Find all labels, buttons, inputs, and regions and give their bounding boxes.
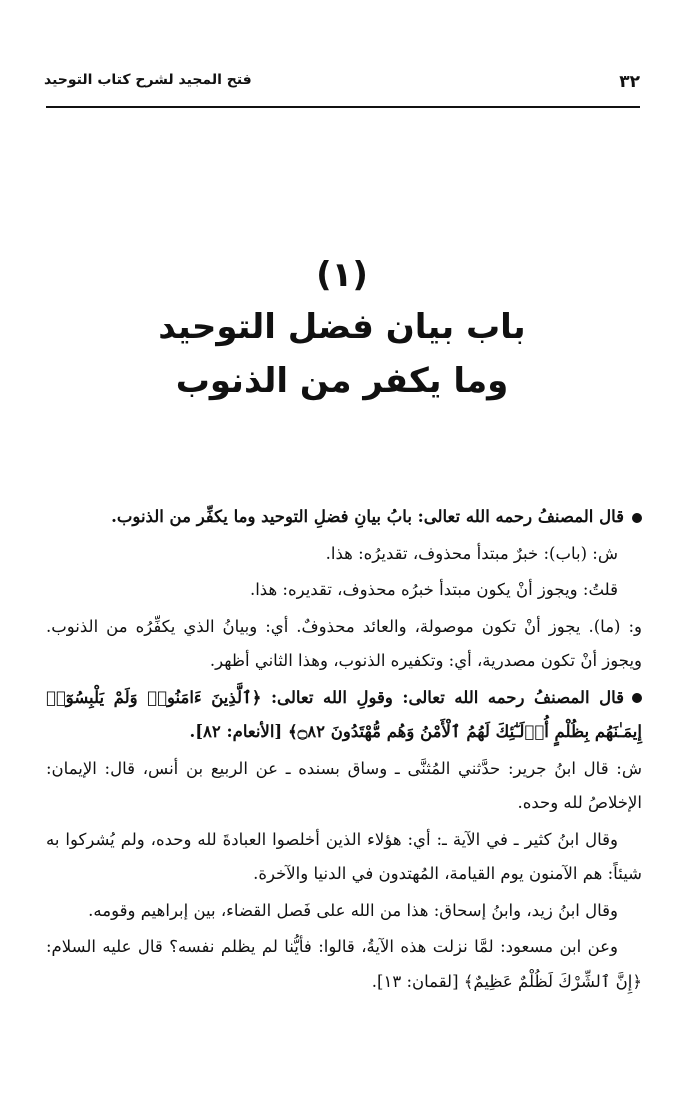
bullet-icon <box>632 693 642 703</box>
chapter-title-line-2: وما يكفر من الذنوب <box>175 361 509 401</box>
paragraph: ش: قال ابنُ جرير: حدَّثني المُثنَّى ـ وساق بسنده ـ عن الربيع بن أنس، قال: الإيمان: الإخلاصُ لله وحده. <box>46 758 642 812</box>
paragraph: وقال ابنُ زيد، وابنُ إسحاق: هذا من الله على فَصل القضاء، بين إبراهيم وقومه. <box>88 900 618 920</box>
bullet-icon <box>632 513 642 523</box>
chapter-heading <box>44 250 640 408</box>
chapter-title-line-1: باب بيان فضل التوحيد <box>158 307 526 347</box>
body-text <box>46 500 642 1001</box>
paragraph <box>46 681 642 750</box>
paragraph <box>46 500 642 535</box>
author-statement: قال المصنفُ رحمه الله تعالى: وقولِ الله تعالى: ﴿ٱلَّذِينَ ءَامَنُوا۟ وَلَمْ يَلْبِسُوٓا۟ إِيمَـٰنَهُم بِظُلْمٍ أُو۟لَـٰٓئِكَ لَهُمُ ٱلْأَمْنُ وَهُم مُّهْتَدُونَ ۝٨٢﴾ [الأنعام: ٨٢]. <box>46 687 642 741</box>
page-number: ٣٢ <box>619 72 640 92</box>
author-statement: قال المصنفُ رحمه الله تعالى: بابُ بيانِ فضلِ التوحيد وما يكفِّر من الذنوب. <box>111 507 624 526</box>
paragraph: قلتُ: ويجوز أنْ يكون مبتدأ خبرُه محذوف، تقديره: هذا. <box>249 580 618 599</box>
header-rule <box>46 106 640 108</box>
page-header <box>44 66 640 104</box>
running-title: فتح المجيد لشرح كتاب التوحيد <box>44 72 252 88</box>
paragraph: وعن ابن مسعود: لمَّا نزلت هذه الآيةُ، قالوا: فأيُّنا لم يظلم نفسه؟ قال عليه السلام: ﴿إِنَّ ٱلشِّرْكَ لَظُلْمٌ عَظِيمٌ﴾ [لقمان: ١٣]. <box>46 937 642 991</box>
paragraph: وقال ابنُ كثير ـ في الآية ـ: أي: هؤلاء الذين أخلصوا العبادةَ لله وحده، ولم يُشركوا به شيئاً: هم الآمنون يوم القيامة، المُهتدون في الدنيا والآخرة. <box>46 829 642 883</box>
paragraph: و: (ما). يجوز أنْ تكون موصولة، والعائد محذوفٌ. أي: وبيانُ الذي يكفِّرُه من الذنوب. ويجوز أنْ تكون مصدرية، أي: وتكفيره الذنوب، وهذا الثاني أظهر. <box>46 616 642 670</box>
paragraph: ش: (باب): خبرٌ مبتدأ محذوف، تقديرُه: هذا. <box>325 543 618 563</box>
chapter-number: (١) <box>316 255 368 295</box>
